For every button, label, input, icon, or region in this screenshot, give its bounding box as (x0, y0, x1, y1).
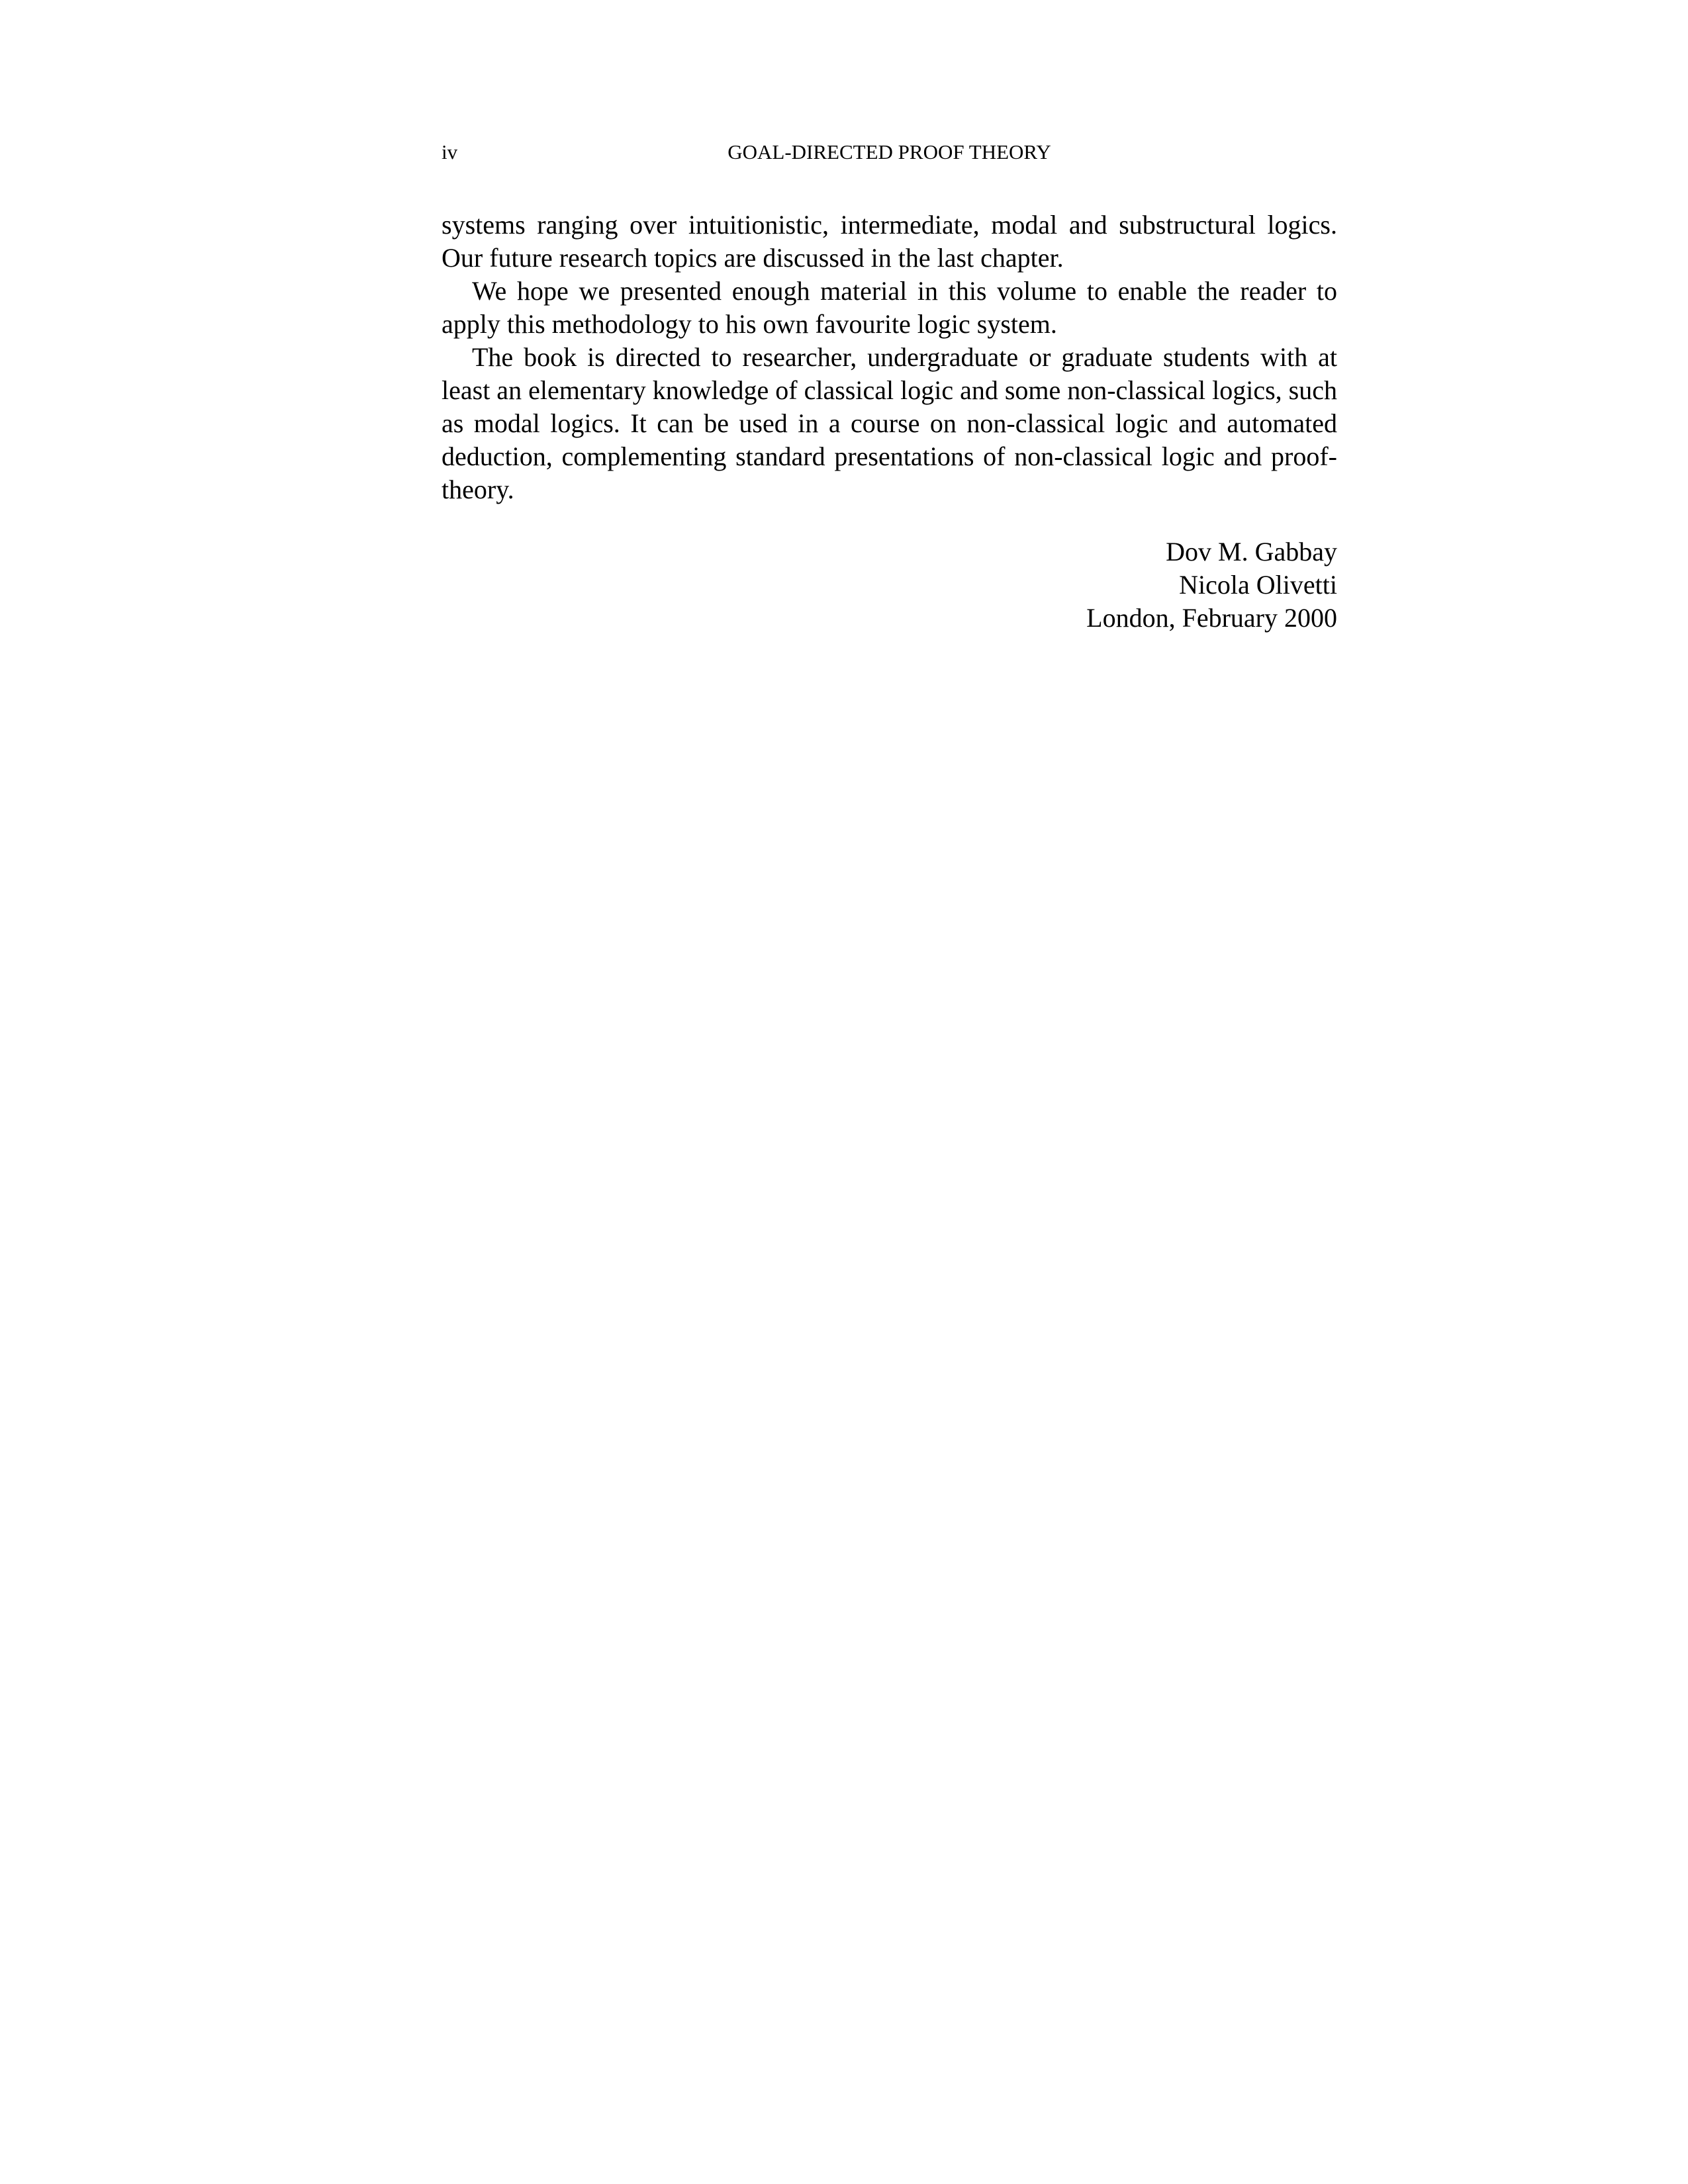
place-date: London, February 2000 (1086, 603, 1337, 633)
paragraph-continued: systems ranging over intuitionistic, intermediate, modal and substructural logics. Our future research topics are discussed in the last chapter. (442, 210, 1337, 273)
running-title: GOAL-DIRECTED PROOF THEORY (727, 140, 1051, 163)
author-gabbay: Dov M. Gabbay (1166, 537, 1337, 567)
running-header (442, 138, 1337, 167)
paragraph-methodology: We hope we presented enough material in this volume to enable the reader to apply this methodology to his own favourite logic system. (442, 276, 1337, 339)
page-number: iv (442, 140, 458, 163)
paragraph-audience: The book is directed to researcher, undergraduate or graduate students with at least an elementary knowledge of classical logic and some non-classical logics, such as modal logics. It can be used in a course on non-classical logic and automated deduction, complementing standard presentations of non-classical logic and proof-theory. (442, 342, 1337, 504)
author-olivetti: Nicola Olivetti (1179, 570, 1337, 600)
body-text (442, 208, 1337, 506)
signature-block (442, 535, 1337, 635)
